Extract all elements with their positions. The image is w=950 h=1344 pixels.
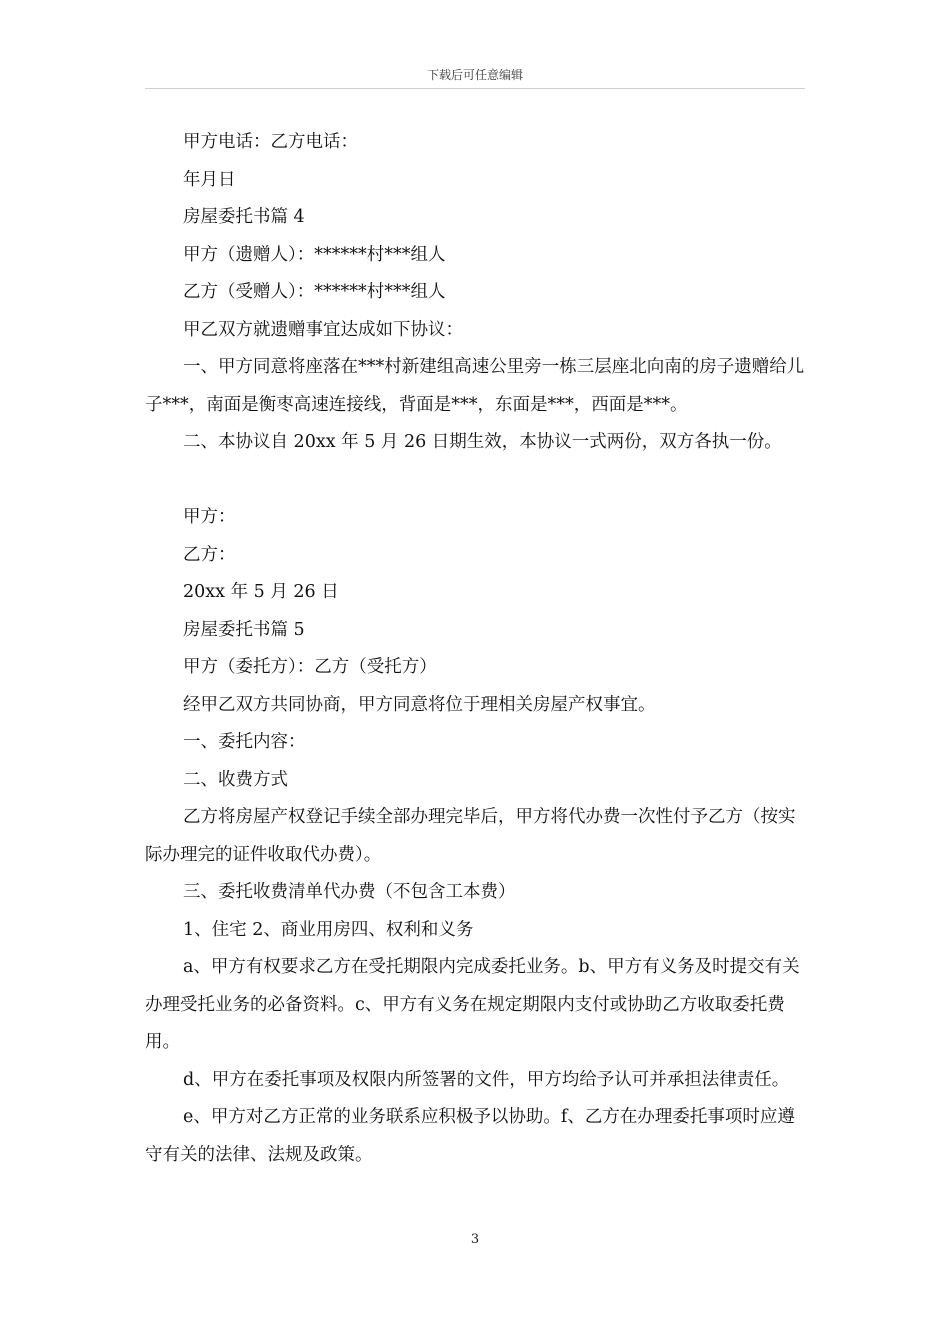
signature-line: 甲方： bbox=[183, 507, 236, 527]
paragraph: d、甲方在委托事项及权限内所签署的文件，甲方均给予认可并承担法律责任。 bbox=[183, 1069, 790, 1090]
paragraph: a、甲方有权要求乙方在受托期限内完成委托业务。b、甲方有义务及时提交有关办理受托业务的必备资料。c、甲方有义务在规定期限内支付或协助乙方收取委托费用。 bbox=[145, 957, 800, 1052]
paragraph: 经甲乙双方共同协商，甲方同意将位于理相关房屋产权事宜。 bbox=[183, 694, 656, 715]
paragraph: 二、收费方式 bbox=[183, 769, 288, 790]
page-header: 下载后可任意编辑 bbox=[426, 68, 523, 82]
signature-line: 乙方： bbox=[183, 544, 236, 565]
paragraph: 二、本协议自 20xx 年 5 月 26 日期生效，本协议一式两份，双方各执一份。 bbox=[183, 432, 782, 452]
paragraph: 年月日 bbox=[183, 169, 236, 190]
page-number: 3 bbox=[470, 1232, 480, 1247]
section-heading: 房屋委托书篇 5 bbox=[183, 619, 305, 640]
paragraph: 1、住宅 2、商业用房四、权利和义务 bbox=[183, 919, 474, 940]
paragraph: 乙方（受赠人）：******村***组人 bbox=[183, 282, 446, 302]
date-line: 20xx 年 5 月 26 日 bbox=[183, 582, 339, 602]
section-heading: 房屋委托书篇 4 bbox=[183, 207, 305, 227]
paragraph: 三、委托收费清单代办费（不包含工本费） bbox=[183, 882, 516, 902]
paragraph: 一、甲方同意将座落在***村新建组高速公里旁一栋三层座北向南的房子遗赠给儿子***，南面是衡枣高速连接线，背面是***，东面是***，西面是***。 bbox=[145, 357, 805, 415]
paragraph: e、甲方对乙方正常的业务联系应积极予以协助。f、乙方在办理委托事项时应遵守有关的法律、法规及政策。 bbox=[145, 1107, 795, 1165]
header-divider bbox=[145, 88, 805, 89]
paragraph: 甲方（委托方）：乙方（受托方） bbox=[183, 657, 437, 677]
paragraph: 甲乙双方就遗赠事宜达成如下协议： bbox=[183, 319, 463, 340]
paragraph: 甲方电话：乙方电话： bbox=[183, 132, 358, 152]
paragraph: 一、委托内容： bbox=[183, 732, 306, 752]
paragraph: 乙方将房屋产权登记手续全部办理完毕后，甲方将代办费一次性付予乙方（按实际办理完的证件收取代办费）。 bbox=[145, 807, 796, 865]
document-body bbox=[145, 124, 805, 1174]
blank-line bbox=[145, 462, 805, 500]
paragraph: 甲方（遗赠人）：******村***组人 bbox=[183, 244, 446, 265]
